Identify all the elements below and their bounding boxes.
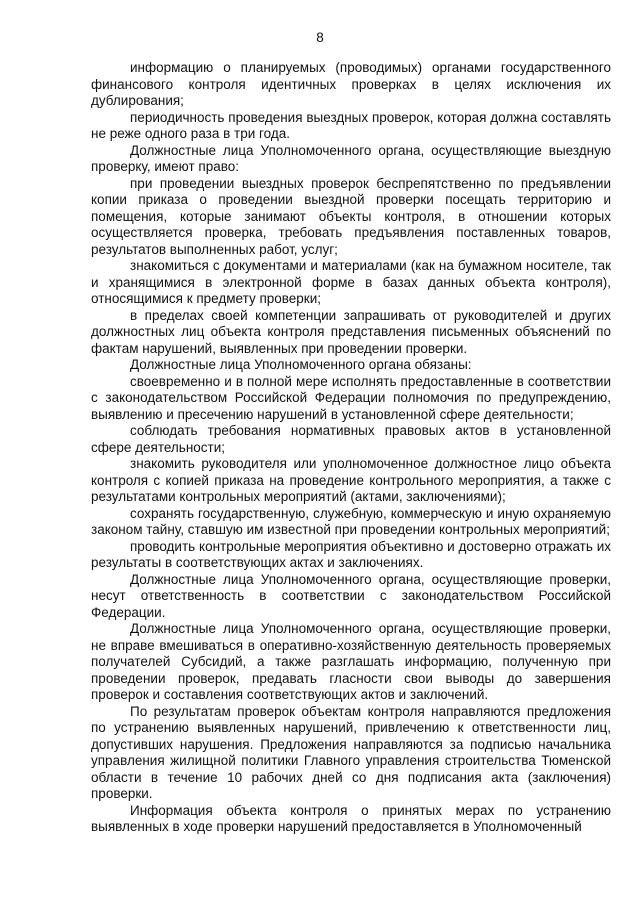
paragraph: при проведении выездных проверок беспрепятственно по предъявлении копии приказа о проведении выездной проверки посещать территорию и помещения, которые занимают объекты контроля, в отношении которых осуществляется проверка, требовать предъявления поставленных товаров, результатов выполненных работ, услуг; — [91, 175, 611, 257]
paragraph: Должностные лица Уполномоченного органа, осуществляющие проверки, не вправе вмешиваться в оперативно-хозяйственную деятельность проверяемых получателей Субсидий, а также разглашать информацию, полученную при проведении проверок, предавать гласности свои выводы до завершения проверок и составления соответствующих актов и заключений. — [91, 621, 611, 702]
paragraph: По результатам проверок объектам контроля направляются предложения по устранению выявленных нарушений, привлечению к ответственности лиц, допустивших нарушения. Предложения направляются за подписью начальника управления жилищной политики Главного управления строительства Тюменской области в течение 10 рабочих дней со дня подписания акта (заключения) проверки. — [91, 703, 611, 801]
paragraph: Должностные лица Уполномоченного органа, осуществляющие проверки, несут ответственность в соответствии с законодательством Российской Федерации. — [91, 571, 611, 620]
paragraph: в пределах своей компетенции запрашивать от руководителей и других должностных лиц объекта контроля представления письменных объяснений по фактам нарушений, выявленных при проведении проверки. — [91, 307, 611, 356]
paragraph: знакомить руководителя или уполномоченное должностное лицо объекта контроля с копией приказа на проведение контрольного мероприятия, а также с результатами контрольных мероприятий (актами, заключениями); — [91, 456, 611, 504]
paragraph: сохранять государственную, служебную, коммерческую и иную охраняемую законом тайну, ставшую им известной при проведении контрольных мероприятий; — [91, 505, 611, 537]
paragraph: знакомиться с документами и материалами (как на бумажном носителе, так и хранящимися в электронной форме в базах данных объекта контроля), относящимися к предмету проверки; — [91, 258, 611, 306]
paragraph: проводить контрольные мероприятия объективно и достоверно отражать их результаты в соответствующих актах и заключениях. — [91, 538, 611, 570]
paragraph: своевременно и в полной мере исполнять предоставленные в соответствии с законодательством Российской Федерации полномочия по предупреждению, выявлению и пресечению нарушений в установленной сфере деятельности; — [91, 373, 611, 422]
paragraph: информацию о планируемых (проводимых) органами государственного финансового контроля идентичных проверках в целях исключения их дублирования; — [91, 60, 611, 108]
paragraph: Должностные лица Уполномоченного органа, осуществляющие выездную проверку, имеют право: — [91, 142, 611, 174]
paragraph: соблюдать требования нормативных правовых актов в установленной сфере деятельности; — [91, 423, 611, 455]
paragraph: Информация объекта контроля о принятых мерах по устранению выявленных в ходе проверки нарушений предоставляется в Уполномоченный — [91, 802, 611, 834]
paragraph: периодичность проведения выездных проверок, которая должна составлять не реже одного раза в три года. — [91, 109, 611, 141]
paragraph: Должностные лица Уполномоченного органа обязаны: — [130, 357, 472, 372]
document-body — [91, 60, 611, 836]
page-number: 8 — [316, 30, 324, 45]
